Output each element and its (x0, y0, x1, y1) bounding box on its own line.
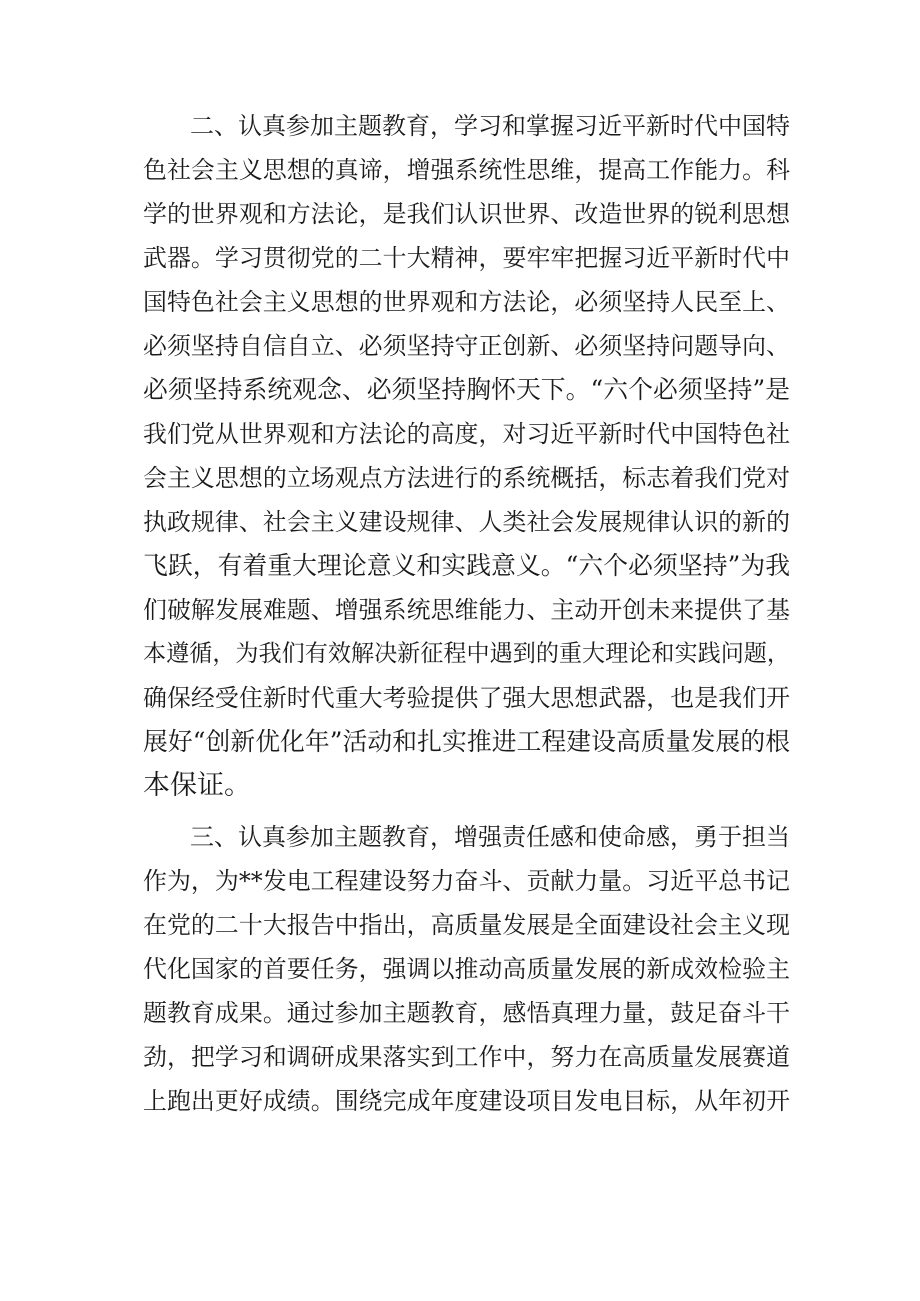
paragraph-line: 学的世界观和方法论，是我们认识世界、改造世界的锐利思想 (143, 200, 790, 228)
paragraph-line: 上跑出更好成绩。围绕完成年度建设项目发电目标，从年初开 (143, 1087, 790, 1115)
paragraph-line: 确保经受住新时代重大考验提供了强大思想武器，也是我们开 (143, 684, 790, 712)
paragraph-first-line: 三、认真参加主题教育，增强责任感和使命感，勇于担当 (190, 823, 790, 851)
paragraph-line: 本保证。 (143, 770, 251, 801)
paragraph-line: 必须坚持自信自立、必须坚持守正创新、必须坚持问题导向、 (143, 332, 790, 360)
paragraph-first-line: 二、认真参加主题教育，学习和掌握习近平新时代中国特 (190, 112, 790, 140)
paragraph-line: 色社会主义思想的真谛，增强系统性思维，提高工作能力。科 (143, 156, 790, 184)
paragraph-line: 国特色社会主义思想的世界观和方法论，必须坚持人民至上、 (143, 288, 790, 316)
paragraph-line: 执政规律、社会主义建设规律、人类社会发展规律认识的新的 (143, 508, 790, 536)
paragraph-line: 必须坚持系统观念、必须坚持胸怀天下。“六个必须坚持”是 (143, 375, 790, 404)
paragraph-line: 代化国家的首要任务，强调以推动高质量发展的新成效检验主 (143, 955, 790, 983)
paragraph-line: 飞跃，有着重大理论意义和实践意义。“六个必须坚持”为我 (143, 551, 790, 580)
paragraph-line: 们破解发展难题、增强系统思维能力、主动开创未来提供了基 (143, 596, 790, 624)
paragraph-line: 展好“创新优化年”活动和扎实推进工程建设高质量发展的根 (143, 727, 790, 756)
paragraph-line: 作为，为**发电工程建设努力奋斗、贡献力量。习近平总书记 (143, 867, 790, 895)
paragraph-line: 题教育成果。通过参加主题教育，感悟真理力量，鼓足奋斗干 (143, 999, 790, 1027)
paragraph-line: 会主义思想的立场观点方法进行的系统概括，标志着我们党对 (143, 464, 790, 492)
paragraph-line: 本遵循，为我们有效解决新征程中遇到的重大理论和实践问题， (143, 641, 790, 667)
paragraph-line: 劲，把学习和调研成果落实到工作中，努力在高质量发展赛道 (143, 1043, 790, 1071)
paragraph-line: 武器。学习贯彻党的二十大精神，要牢牢把握习近平新时代中 (143, 244, 790, 272)
paragraph-line: 我们党从世界观和方法论的高度，对习近平新时代中国特色社 (143, 420, 790, 448)
paragraph-line: 在党的二十大报告中指出，高质量发展是全面建设社会主义现 (143, 911, 790, 939)
